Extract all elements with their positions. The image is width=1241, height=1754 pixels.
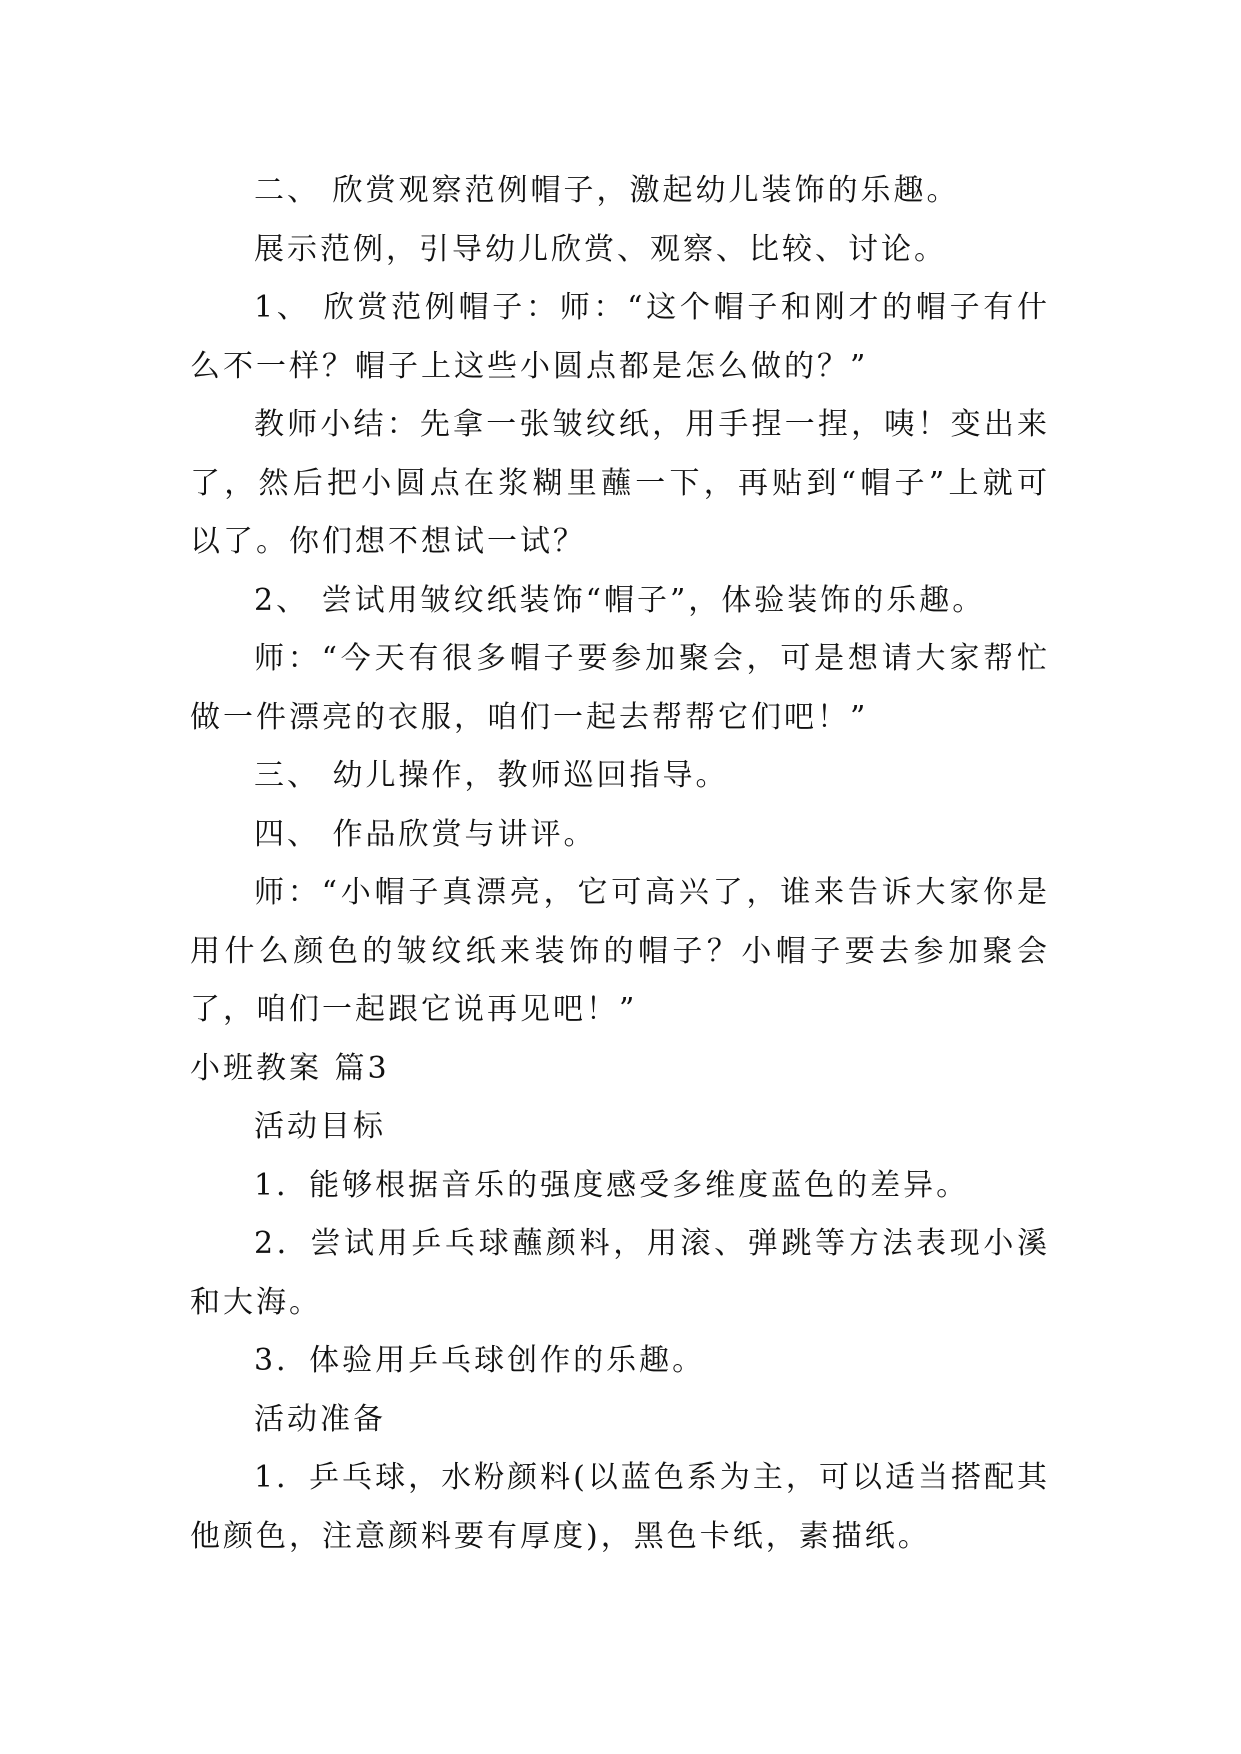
subheading-activity-preparation: 活动准备 — [254, 1401, 386, 1437]
paragraph-teacher-quote-one: 师：“今天有很多帽子要参加聚会，可是想请大家帮忙做一件漂亮的衣服，咱们一起去帮帮它们吧！” — [190, 641, 1050, 735]
subheading-activity-goals: 活动目标 — [254, 1109, 386, 1144]
paragraph-section-four: 四、 作品欣赏与讲评。 — [254, 816, 597, 852]
goal-item-1: 1．能够根据音乐的强度感受多维度蓝色的差异。 — [254, 1167, 970, 1203]
paragraph-teacher-summary: 教师小结：先拿一张皱纹纸，用手捏一捏，咦！变出来了，然后把小圆点在浆糊里蘸一下，再贴到“帽子”上就可以了。你们想不想试一试？ — [190, 407, 1050, 559]
paragraph-section-three: 三、 幼儿操作，教师巡回指导。 — [254, 758, 729, 793]
paragraph-teacher-quote-two: 师：“小帽子真漂亮，它可高兴了，谁来告诉大家你是用什么颜色的皱纹纸来装饰的帽子？小帽子要去参加聚会了，咱们一起跟它说再见吧！” — [190, 875, 1050, 1027]
goal-item-2: 2．尝试用乒乓球蘸颜料，用滚、弹跳等方法表现小溪和大海。 — [190, 1226, 1050, 1320]
section-heading: 小班教案 篇3 — [190, 1050, 390, 1086]
preparation-item-1: 1．乒乓球，水粉颜料(以蓝色系为主，可以适当搭配其他颜色，注意颜料要有厚度)，黑色卡纸，素描纸。 — [190, 1460, 1050, 1554]
paragraph-step-two: 2、 尝试用皱纹纸装饰“帽子”，体验装饰的乐趣。 — [254, 582, 986, 618]
paragraph-step-one: 1、 欣赏范例帽子：师：“这个帽子和刚才的帽子有什么不一样？帽子上这些小圆点都是怎么做的？” — [190, 290, 1050, 384]
paragraph-show-examples: 展示范例，引导幼儿欣赏、观察、比较、讨论。 — [254, 231, 947, 267]
goal-item-3: 3．体验用乒乓球创作的乐趣。 — [254, 1343, 706, 1378]
paragraph-section-two: 二、 欣赏观察范例帽子，激起幼儿装饰的乐趣。 — [254, 173, 960, 208]
document-body — [190, 162, 1050, 1566]
